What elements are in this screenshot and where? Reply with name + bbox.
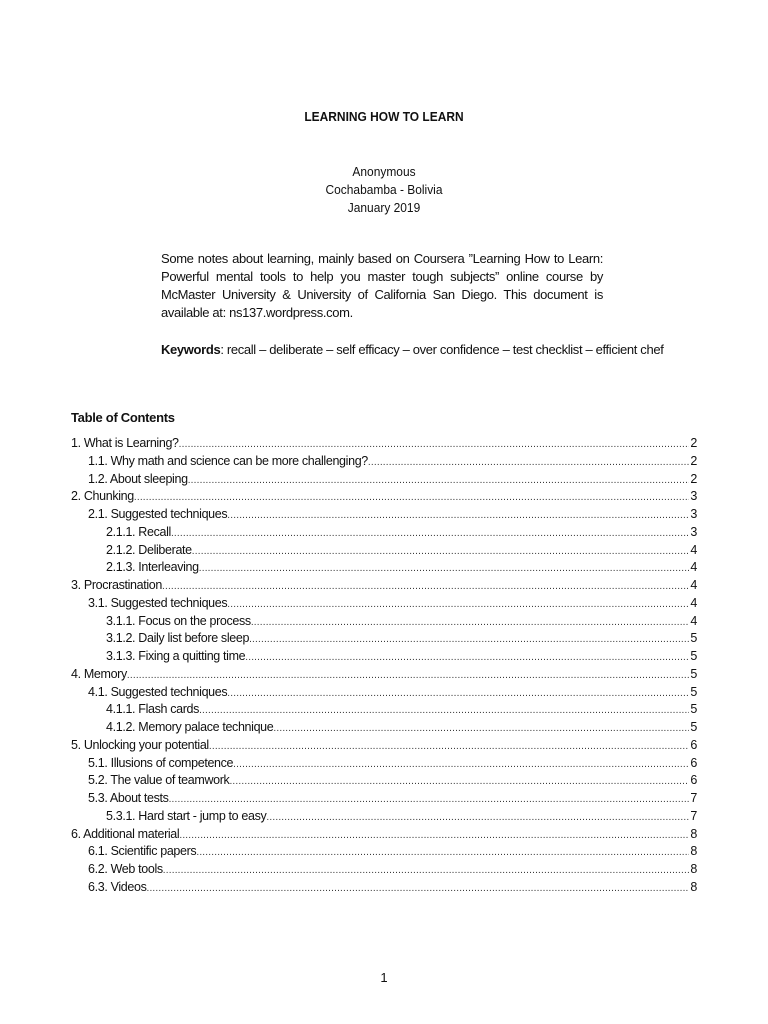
toc-dot-leader [163,862,690,880]
page-number: 1 [380,970,388,985]
toc-entry-page: 4 [690,560,697,575]
toc-entry[interactable] [71,506,697,524]
toc-entry-page: 5 [690,666,697,681]
toc-entry-page: 2 [690,453,697,468]
toc-entry[interactable] [71,595,697,613]
toc-dot-leader [199,560,690,578]
toc-dot-leader [227,596,689,614]
toc-dot-leader [227,507,689,525]
toc-entry[interactable] [71,772,697,790]
toc-entry-page: 4 [690,542,697,557]
toc-entry-page: 5 [690,684,697,699]
toc-entry-label: 2.1.2. Deliberate [106,542,192,557]
toc-entry-label: 6. Additional material [71,826,180,841]
toc-entry-page: 5 [690,649,697,663]
toc-entry[interactable] [71,577,697,595]
toc-entry-page: 4 [690,578,697,592]
toc-entry-label: 5.1. Illusions of competence [88,755,234,770]
toc-entry[interactable] [71,524,697,542]
toc-entry-page: 5 [690,631,697,646]
toc-dot-leader [134,489,690,507]
toc-entry[interactable] [71,826,697,844]
toc-entry-page: 4 [690,613,697,628]
toc-entry-label: 5.2. The value of teamwork [88,773,230,788]
toc-entry-label: 1.1. Why math and science can be more challenging? [88,453,368,468]
date-line: January 2019 [347,200,421,215]
toc-entry-label: 3. Procrastination [71,578,162,592]
toc-entry-label: 3.1.2. Daily list before sleep [106,631,250,646]
toc-entry-label: 5. Unlocking your potential [71,737,209,752]
toc-entry-label: 2.1.1. Recall [106,524,171,539]
toc-dot-leader [227,685,689,703]
toc-dot-leader [169,791,690,809]
toc-entry[interactable] [71,684,697,702]
toc-entry[interactable] [71,755,697,773]
toc-entry[interactable] [71,542,697,560]
toc-entry-label: 2.1. Suggested techniques [88,507,228,521]
toc-entry-label: 4.1.2. Memory palace technique [106,720,274,734]
toc-entry[interactable] [71,613,697,631]
toc-entry-page: 7 [690,808,697,823]
toc-entry[interactable] [71,559,697,577]
toc-dot-leader [188,472,690,490]
toc-entry[interactable] [71,701,697,719]
toc-dot-leader [199,702,689,720]
document-title: LEARNING HOW TO LEARN [304,109,464,124]
author-line: Anonymous [352,164,416,179]
toc-dot-leader [251,614,690,632]
toc-entry[interactable] [71,488,697,506]
toc-entry-page: 2 [690,471,697,486]
toc-entry-label: 5.3.1. Hard start - jump to easy [106,808,267,823]
toc-dot-leader [171,525,689,543]
toc-entry[interactable] [71,435,697,453]
toc-entry-label: 5.3. About tests [88,791,169,805]
toc-entry-label: 2. Chunking [71,489,134,504]
toc-dot-leader [209,738,690,756]
toc-entry-label: 4.1. Suggested techniques [88,684,228,699]
toc-entry-page: 6 [690,755,697,770]
toc-dot-leader [233,756,689,774]
toc-dot-leader [273,720,689,738]
keywords-text: : recall – deliberate – self efficacy – over confidence – test checklist – efficient chef [220,342,664,357]
toc-entry[interactable] [71,790,697,808]
toc-entry-label: 6.3. Videos [88,879,147,894]
toc-dot-leader [368,454,689,472]
toc-entry[interactable] [71,843,697,861]
toc-entry-label: 6.1. Scientific papers [88,844,197,859]
toc-entry-page: 8 [690,879,697,894]
toc-dot-leader [146,880,689,898]
toc-dot-leader [266,809,689,827]
toc-entry[interactable] [71,666,697,684]
toc-entry-label: 1. What is Learning? [71,436,179,450]
toc-entry-page: 3 [690,507,697,521]
toc-entry-page: 7 [690,791,697,805]
toc-entry[interactable] [71,719,697,737]
toc-entry-page: 4 [690,595,697,610]
keywords-line [161,341,721,359]
toc-entry[interactable] [71,648,697,666]
toc-entry[interactable] [71,453,697,471]
table-of-contents [71,435,697,897]
toc-dot-leader [196,844,689,862]
toc-entry[interactable] [71,879,697,897]
toc-entry-label: 3.1.3. Fixing a quitting time [106,649,246,663]
toc-dot-leader [127,667,690,685]
toc-entry-label: 1.2. About sleeping [88,471,188,486]
abstract-paragraph: Some notes about learning, mainly based on Coursera ”Learning How to Learn: Powerful mental tools to help you master tough subjects” online course by McMaster University & University of California San Diego. This document is available at: ns137.wordpress.com. [161,251,603,320]
toc-entry-label: 4. Memory [71,666,127,681]
toc-entry[interactable] [71,808,697,826]
toc-dot-leader [229,773,689,791]
toc-entry-page: 6 [690,737,697,752]
toc-entry[interactable] [71,471,697,489]
toc-entry-page: 3 [690,524,697,539]
toc-dot-leader [179,827,689,845]
toc-entry[interactable] [71,630,697,648]
toc-entry-page: 8 [690,862,697,876]
toc-entry-label: 3.1. Suggested techniques [88,595,228,610]
toc-entry-page: 5 [690,720,697,734]
document-meta [0,163,768,217]
toc-entry[interactable] [71,737,697,755]
toc-dot-leader [245,649,689,667]
toc-dot-leader [179,436,690,454]
keywords-label: Keywords [161,342,221,357]
toc-entry-page: 8 [690,826,697,841]
toc-entry[interactable] [71,861,697,879]
toc-dot-leader [162,578,689,596]
location-line: Cochabamba - Bolivia [325,182,443,197]
toc-entry-page: 8 [690,844,697,859]
toc-entry-label: 2.1.3. Interleaving [106,560,199,575]
toc-entry-page: 2 [690,436,697,450]
toc-entry-label: 4.1.1. Flash cards [106,702,200,717]
toc-entry-page: 6 [690,773,697,788]
toc-heading: Table of Contents [71,410,175,425]
toc-dot-leader [192,543,690,561]
toc-entry-label: 6.2. Web tools [88,862,163,876]
toc-entry-label: 3.1.1. Focus on the process [106,613,251,628]
toc-entry-page: 3 [690,489,697,504]
toc-dot-leader [249,631,689,649]
toc-entry-page: 5 [690,702,697,717]
